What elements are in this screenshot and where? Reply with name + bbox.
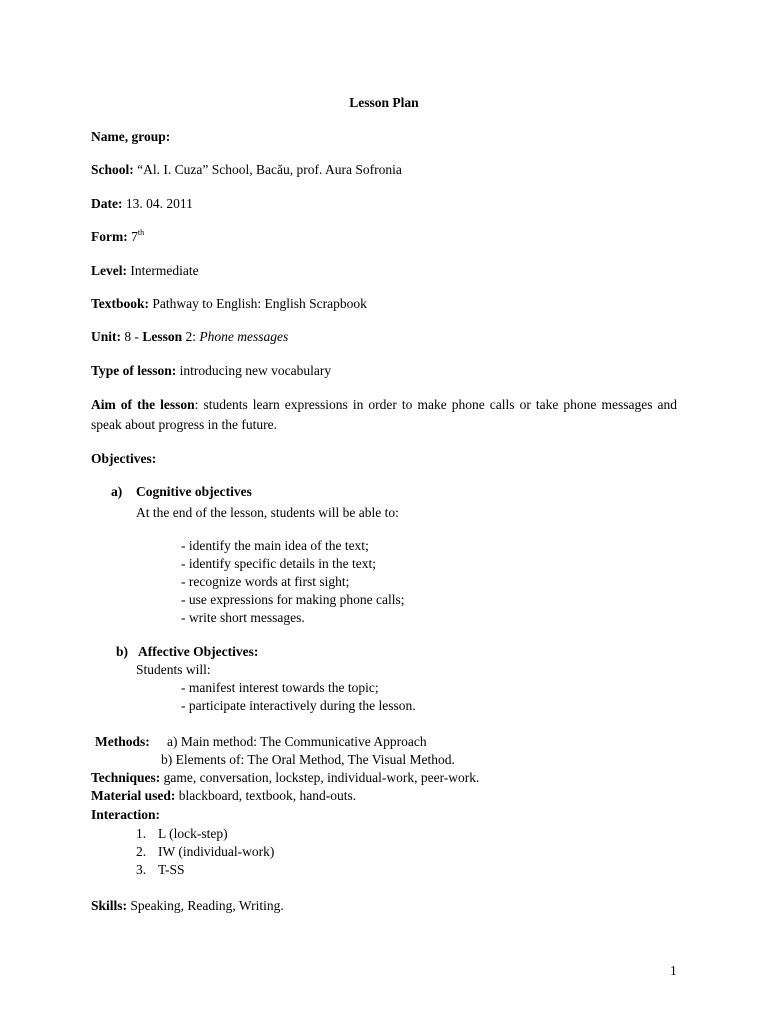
skills-value: Speaking, Reading, Writing. (130, 898, 284, 913)
name-group-label: Name, group: (91, 129, 171, 144)
interaction-item-text: L (lock-step) (158, 826, 228, 841)
interaction-label: Interaction: (91, 807, 160, 822)
affective-heading-label-line (138, 643, 258, 661)
form-label: Form: (91, 229, 128, 244)
cognitive-item: - recognize words at first sight; (181, 574, 350, 589)
affective-item: - participate interactively during the lesson. (181, 698, 416, 713)
school-value: “Al. I. Cuza” School, Bacău, prof. Aura Sofronia (137, 162, 402, 177)
school-label: School: (91, 162, 134, 177)
type-of-lesson-label: Type of lesson: (91, 363, 177, 378)
aim-value: : students learn expressions in order to make phone calls or take phone messages and speak about progress in the future. (91, 397, 678, 432)
page-number: 1 (670, 963, 677, 978)
type-of-lesson-value: introducing new vocabulary (179, 363, 332, 378)
lesson-label: Lesson (142, 329, 183, 344)
name-group-line (91, 128, 170, 146)
date-label: Date: (91, 196, 123, 211)
techniques-line (91, 769, 479, 787)
cognitive-label: Cognitive objectives (136, 484, 252, 499)
methods-elements: b) Elements of: The Oral Method, The Visual Method. (161, 752, 455, 767)
techniques-label: Techniques: (91, 770, 161, 785)
material-label: Material used: (91, 788, 176, 803)
cognitive-marker: a) (111, 484, 123, 499)
skills-line (91, 897, 284, 915)
unit-line (91, 328, 288, 346)
interaction-item-number: 3. (136, 862, 147, 877)
level-label: Level: (91, 263, 127, 278)
textbook-value: Pathway to English: English Scrapbook (152, 296, 367, 311)
cognitive-item: - use expressions for making phone calls; (181, 592, 405, 607)
school-line (91, 161, 402, 179)
textbook-line (91, 295, 367, 313)
interaction-item-number: 2. (136, 844, 147, 859)
unit-label: Unit: (91, 329, 121, 344)
methods-line (95, 733, 150, 751)
form-value: 7 (131, 229, 138, 244)
lesson-title: Phone messages (199, 329, 289, 344)
unit-value: 8 - (124, 329, 143, 344)
aim-paragraph (91, 395, 677, 435)
interaction-item-text: IW (individual-work) (158, 844, 275, 859)
interaction-item-text: T-SS (158, 862, 185, 877)
cognitive-heading-label-line (136, 483, 252, 501)
cognitive-item: - write short messages. (181, 610, 305, 625)
material-line (91, 787, 356, 805)
affective-heading (116, 643, 128, 661)
date-value: 13. 04. 2011 (125, 196, 193, 211)
affective-intro: Students will: (136, 662, 211, 677)
textbook-label: Textbook: (91, 296, 150, 311)
material-value: blackboard, textbook, hand-outs. (178, 788, 357, 803)
level-line (91, 262, 199, 280)
form-suffix: th (137, 228, 145, 237)
date-line (91, 195, 193, 213)
aim-label: Aim of the lesson (91, 397, 195, 412)
affective-label: Affective Objectives: (138, 644, 259, 659)
interaction-heading (91, 806, 160, 824)
skills-label: Skills: (91, 898, 128, 913)
objectives-heading (91, 450, 156, 468)
interaction-item-number: 1. (136, 826, 147, 841)
level-value: Intermediate (130, 263, 199, 278)
cognitive-intro: At the end of the lesson, students will be able to: (136, 505, 399, 520)
cognitive-heading (111, 483, 122, 501)
objectives-label: Objectives: (91, 451, 157, 466)
methods-label: Methods: (95, 734, 150, 749)
affective-item: - manifest interest towards the topic; (181, 680, 379, 695)
lesson-number: 2: (185, 329, 197, 344)
affective-marker: b) (116, 644, 129, 659)
cognitive-item: - identify the main idea of the text; (181, 538, 369, 553)
form-line (91, 228, 144, 246)
type-of-lesson-line (91, 362, 331, 380)
cognitive-item: - identify specific details in the text; (181, 556, 376, 571)
page-title: Lesson Plan (349, 95, 419, 110)
methods-main: a) Main method: The Communicative Approach (167, 734, 427, 749)
techniques-value: game, conversation, lockstep, individual-work, peer-work. (163, 770, 480, 785)
